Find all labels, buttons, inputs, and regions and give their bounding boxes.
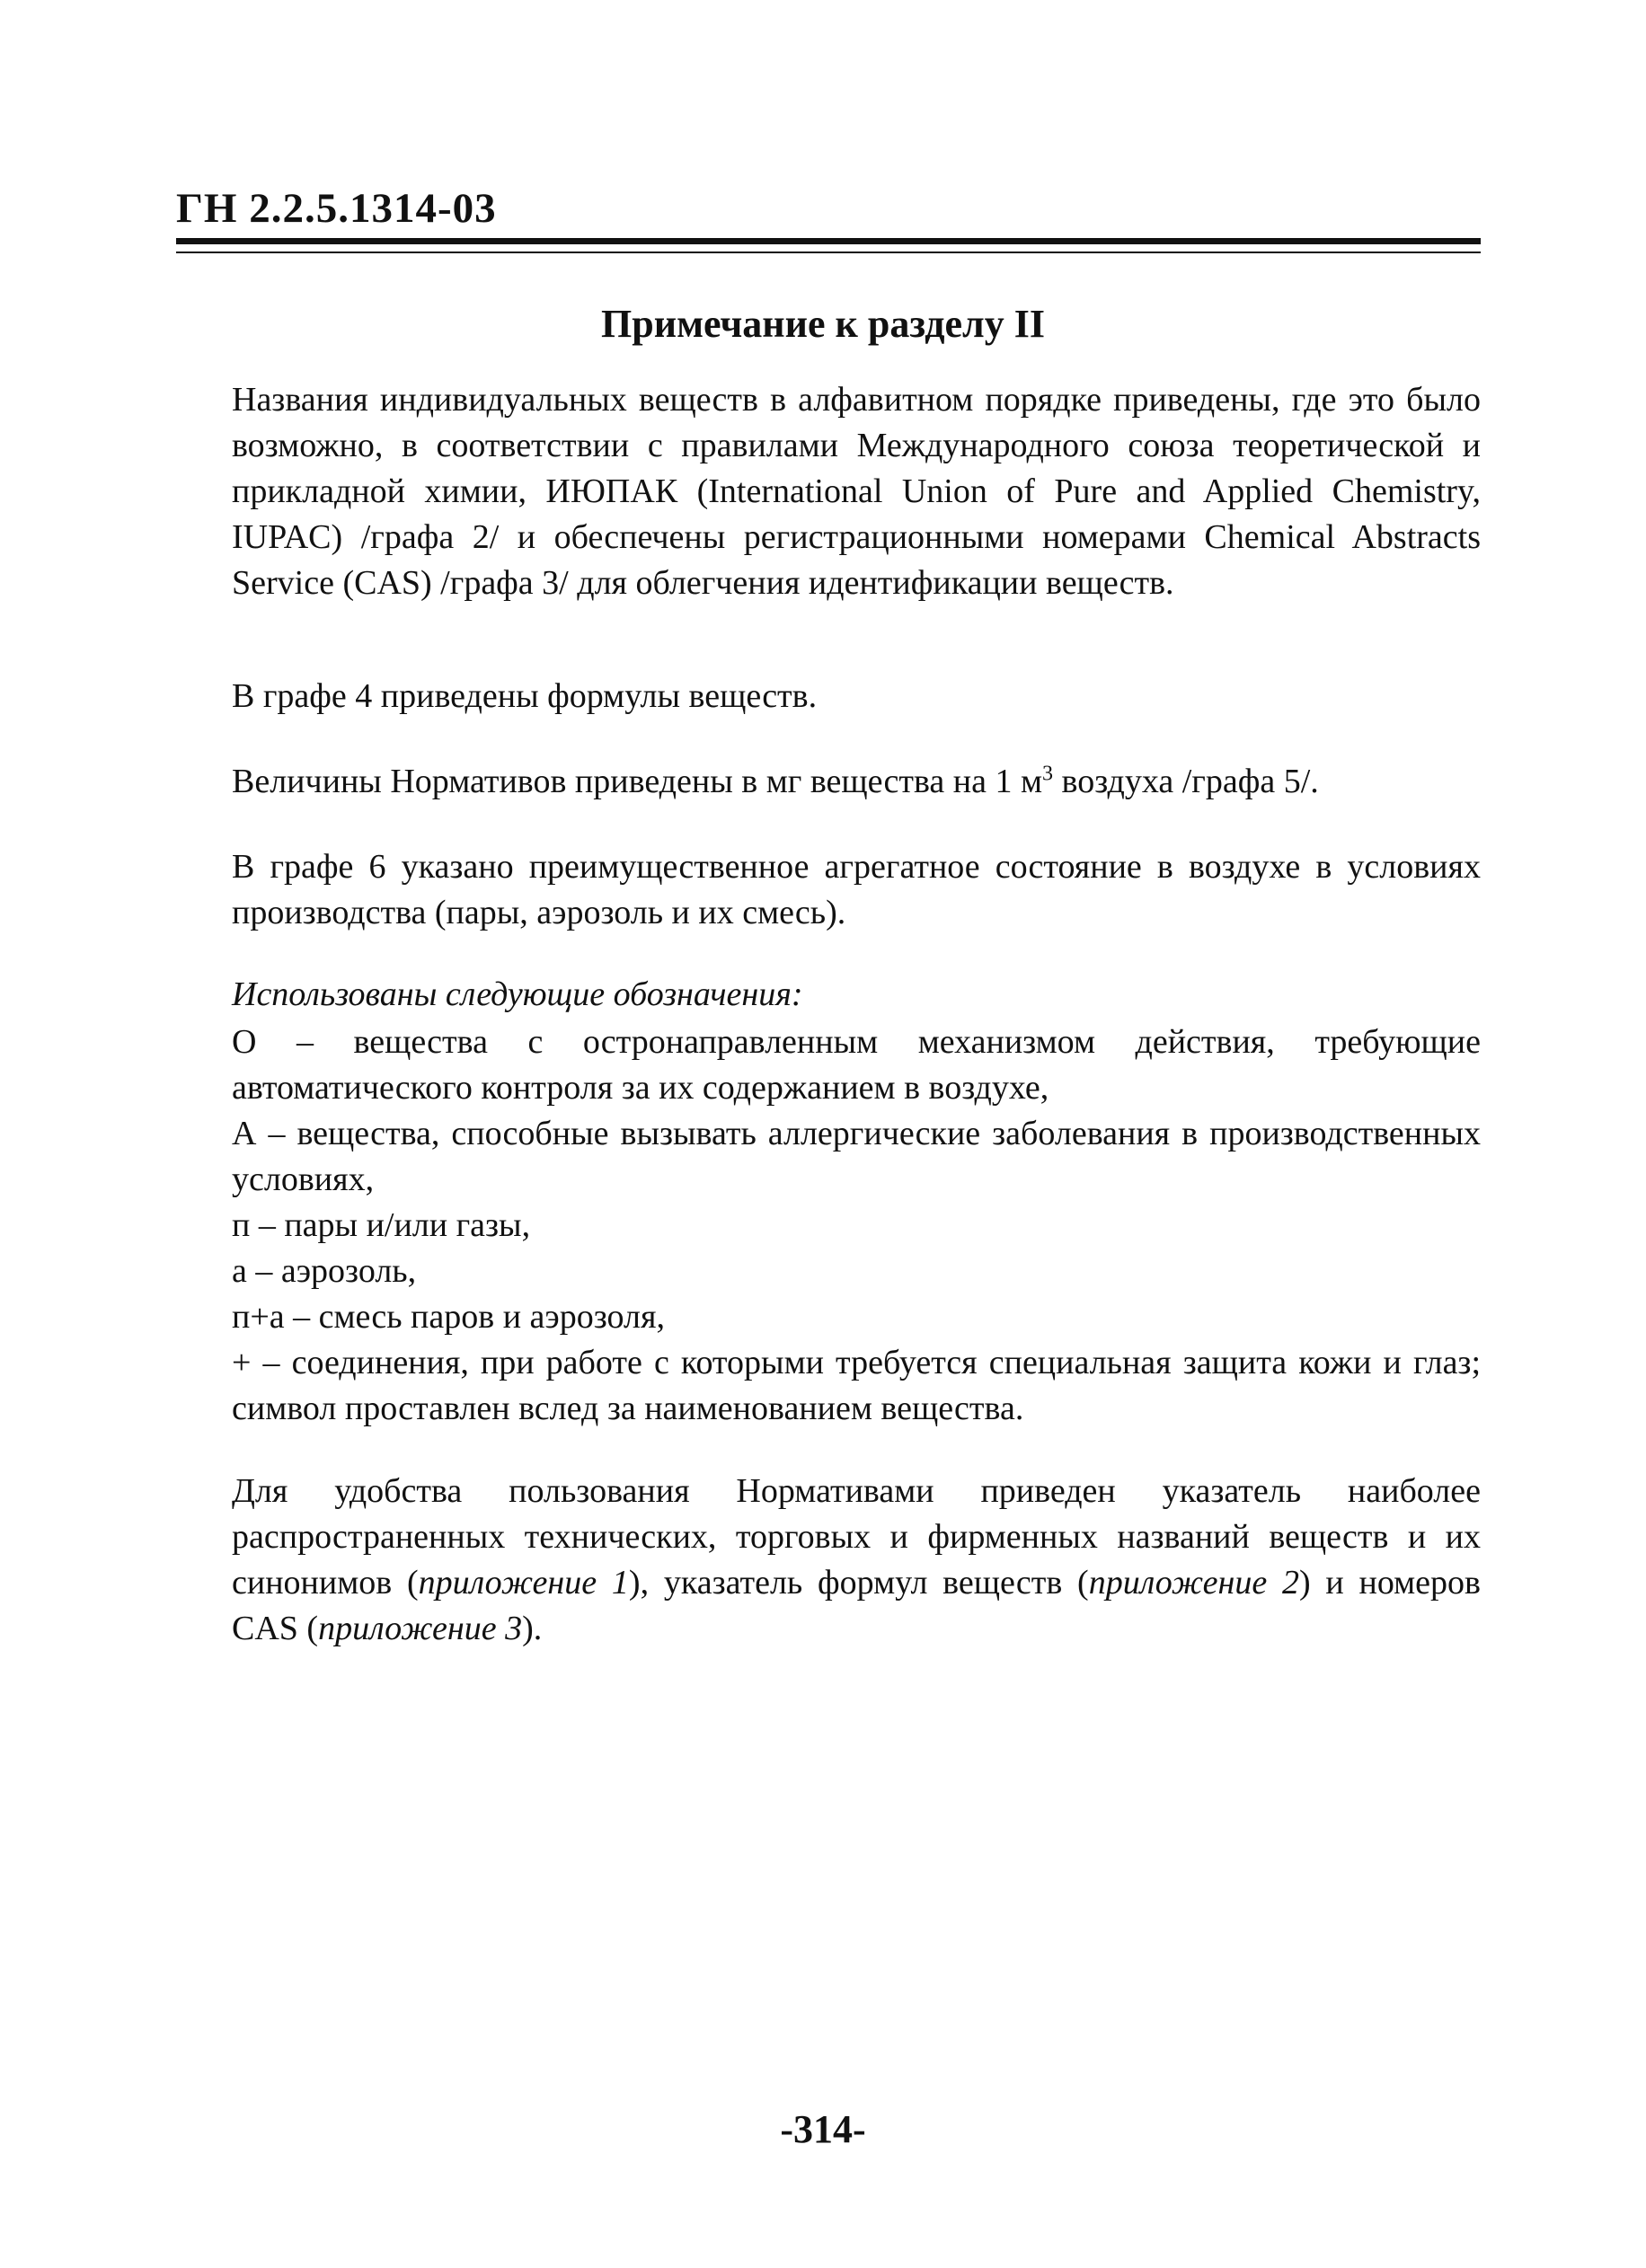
appendices-text: ) и номеров CAS ( bbox=[232, 1564, 1481, 1647]
legend-item: О – вещества с остронаправленным механизмом действия, требующие автоматического контроля за их содержанием в воздухе, bbox=[232, 1023, 1481, 1107]
norm-values-text-end: воздуха /графа 5/. bbox=[1053, 763, 1319, 800]
paragraph-aggregate-state: В графе 6 указано преимущественное агрегатное состояние в воздухе в условиях производства (пары, аэрозоль и их смесь). bbox=[232, 848, 1481, 931]
legend-item: + – соединения, при работе с которыми требуется специальная защита кожи и глаз; символ проставлен вслед за наименованием вещества. bbox=[232, 1344, 1481, 1427]
document-code: ГН 2.2.5.1314-03 bbox=[176, 185, 497, 232]
legend-list bbox=[232, 1019, 1481, 1432]
header-rule-thick bbox=[176, 238, 1481, 244]
appendices-text: ), указатель формул веществ ( bbox=[628, 1564, 1089, 1602]
paragraph-appendices bbox=[232, 1469, 1481, 1652]
page-number: -314- bbox=[780, 2107, 866, 2151]
legend-heading: Использованы следующие обозначения: bbox=[232, 975, 803, 1013]
paragraph-formulas: В графе 4 приведены формулы веществ. bbox=[232, 677, 818, 715]
legend-item: а – аэрозоль, bbox=[232, 1252, 417, 1290]
legend-item: п+а – смесь паров и аэрозоля, bbox=[232, 1298, 665, 1336]
paragraph-norm-values bbox=[232, 759, 1481, 805]
appendix-2-ref: приложение 2 bbox=[1088, 1564, 1299, 1602]
appendix-3-ref: приложение 3 bbox=[318, 1610, 523, 1647]
legend-item: А – вещества, способные вызывать аллергические заболевания в производственных условиях, bbox=[232, 1115, 1481, 1198]
section-title: Примечание к разделу II bbox=[601, 302, 1045, 346]
paragraph-names: Названия индивидуальных веществ в алфавитном порядке приведены, где это было возможно, в соответствии с правилами Международного союза теоретической и прикладной химии, ИЮПАК (International Union of Pure and Applied Chemistry, IUPAC) /графа 2/ и обеспечены регистрационными номерами Chemical Abstracts Service (CAS) /графа 3/ для облегчения идентификации веществ. bbox=[232, 381, 1481, 602]
appendices-text: Для удобства пользования Нормативами приведен указатель наиболее распространенных технических, торговых и фирменных названий веществ и их синонимов ( bbox=[232, 1472, 1481, 1602]
header-rule-thin bbox=[176, 252, 1481, 253]
norm-values-text: Величины Нормативов приведены в мг вещества на 1 м bbox=[232, 763, 1043, 800]
appendix-1-ref: приложение 1 bbox=[418, 1564, 629, 1602]
appendices-text: ). bbox=[522, 1610, 543, 1647]
legend-item: п – пары и/или газы, bbox=[232, 1206, 531, 1244]
norm-values-superscript: 3 bbox=[1042, 762, 1054, 786]
